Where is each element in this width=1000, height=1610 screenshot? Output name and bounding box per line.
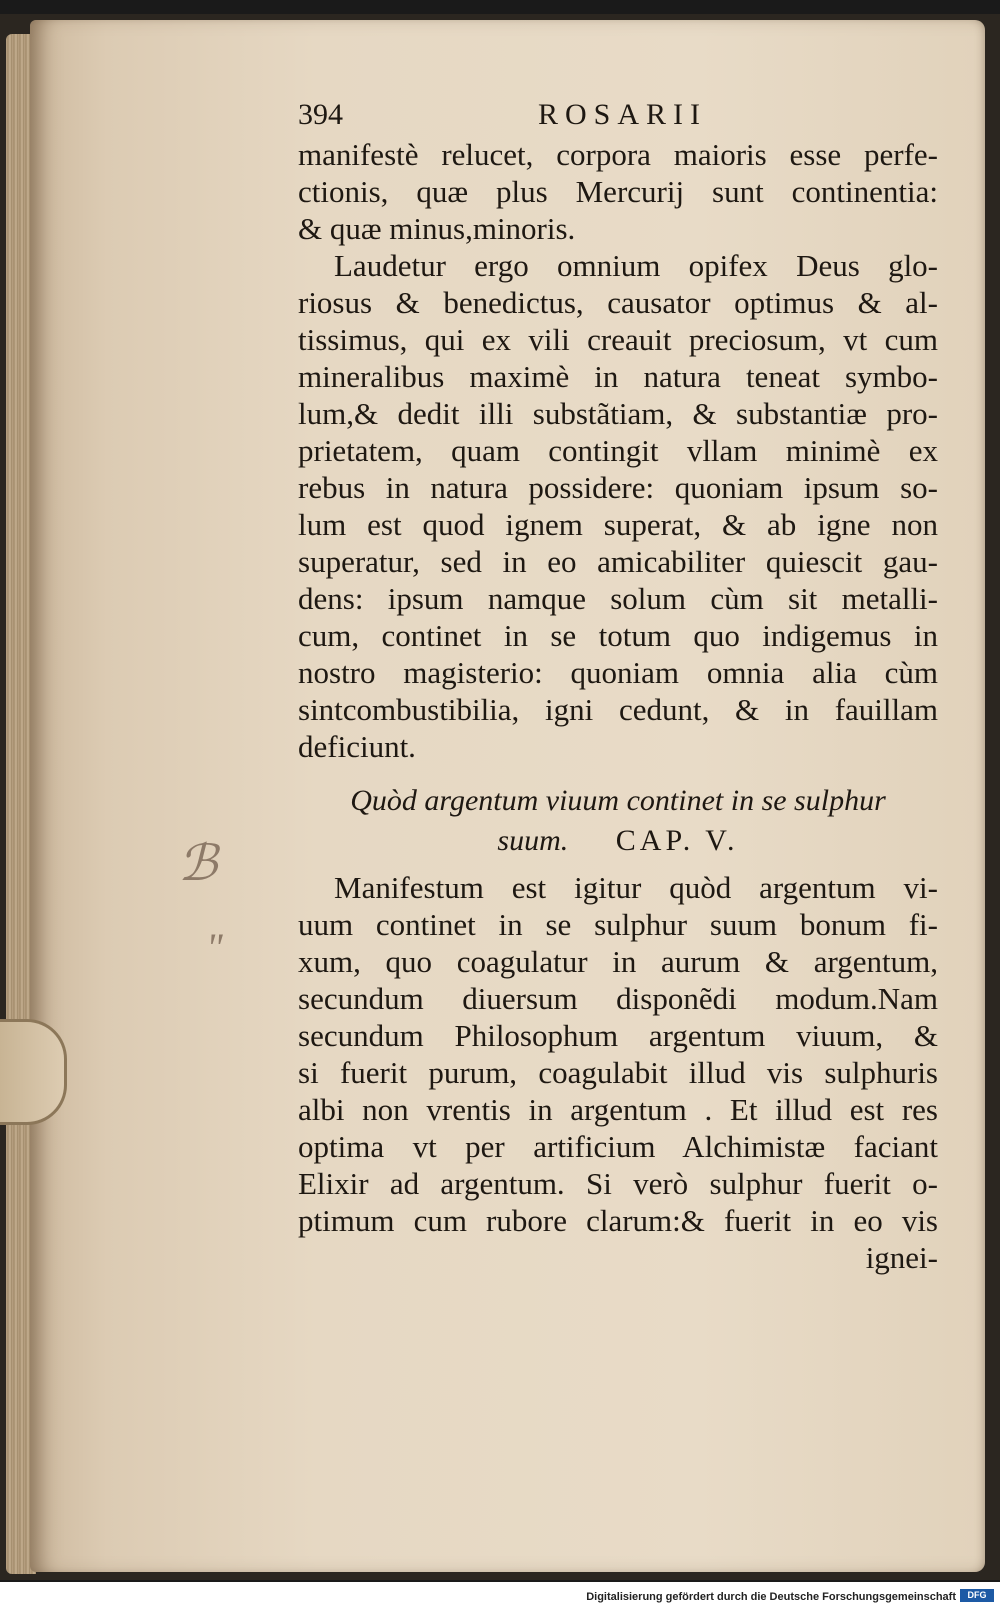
text-line: manifestè relucet, corpora maioris esse perfe-: [298, 137, 938, 172]
paragraph-3: [298, 869, 938, 1239]
page-text: [298, 96, 938, 1276]
text-line: deficiunt.: [298, 729, 416, 764]
paragraph-1: [298, 136, 938, 247]
dfg-logo: DFG: [960, 1589, 994, 1602]
page-number: 394: [298, 98, 343, 131]
text-line: Manifestum est igitur quòd argentum vi-: [334, 870, 938, 905]
text-line: sintcombustibilia, igni cedunt, & in fauillam: [298, 692, 938, 727]
text-line: lum est quod ignem superat, & ab igne non: [298, 507, 938, 542]
digitization-footer: [0, 1582, 1000, 1610]
text-line: prietatem, quam contingit vllam minimè ex: [298, 433, 938, 468]
chapter-heading-line1: Quòd argentum viuum continet in se sulphur: [350, 784, 886, 817]
text-line: albi non vrentis in argentum . Et illud est res: [298, 1092, 938, 1127]
text-line: mineralibus maximè in natura teneat symbo-: [298, 359, 938, 394]
text-line: Elixir ad argentum. Si verò sulphur fuerit o-: [298, 1166, 938, 1201]
text-line: dens: ipsum namque solum cùm sit metalli-: [298, 581, 938, 616]
text-line: si fuerit purum, coagulabit illud vis sulphuris: [298, 1055, 938, 1090]
text-line: superatur, sed in eo amicabiliter quiescit gau-: [298, 544, 938, 579]
text-line: secundum Philosophum argentum viuum, &: [298, 1018, 938, 1053]
running-head: ROSARII: [538, 98, 708, 131]
marginal-ink-mark: ℬ: [178, 835, 218, 891]
text-line: secundum diuersum disponẽdi modum.Nam: [298, 981, 938, 1016]
book-clasp: [0, 1019, 67, 1125]
text-line: nostro magisterio: quoniam omnia alia cùm: [298, 655, 938, 690]
marginal-ink-smudge: ": [206, 925, 223, 970]
text-line: rebus in natura possidere: quoniam ipsum so-: [298, 470, 938, 505]
text-line: cum, continet in se totum quo indigemus in: [298, 618, 938, 653]
page-header: [298, 96, 938, 136]
text-line: ptimum cum rubore clarum:& fuerit in eo vis: [298, 1203, 938, 1238]
text-line: xum, quo coagulatur in aurum & argentum,: [298, 944, 938, 979]
text-line: lum,& dedit illi substãtiam, & substantiæ pro-: [298, 396, 938, 431]
text-line: & quæ minus,minoris.: [298, 211, 576, 246]
text-line: Laudetur ergo omnium opifex Deus glo-: [334, 248, 938, 283]
text-line: ctionis, quæ plus Mercurij sunt continentia:: [298, 174, 938, 209]
text-line: riosus & benedictus, causator optimus & al-: [298, 285, 938, 320]
chapter-heading: [298, 781, 938, 861]
chapter-heading-line2: suum.: [497, 824, 569, 857]
chapter-number: CAP. V.: [615, 824, 739, 857]
paragraph-2: [298, 247, 938, 765]
catchword: ignei-: [865, 1240, 938, 1275]
text-line: optima vt per artificium Alchimistæ faciant: [298, 1129, 938, 1164]
text-line: tissimus, qui ex vili creauit preciosum, vt cum: [298, 322, 938, 357]
text-line: uum continet in se sulphur suum bonum fi-: [298, 907, 938, 942]
funding-credit: Digitalisierung gefördert durch die Deutsche Forschungsgemeinschaft: [586, 1591, 956, 1603]
